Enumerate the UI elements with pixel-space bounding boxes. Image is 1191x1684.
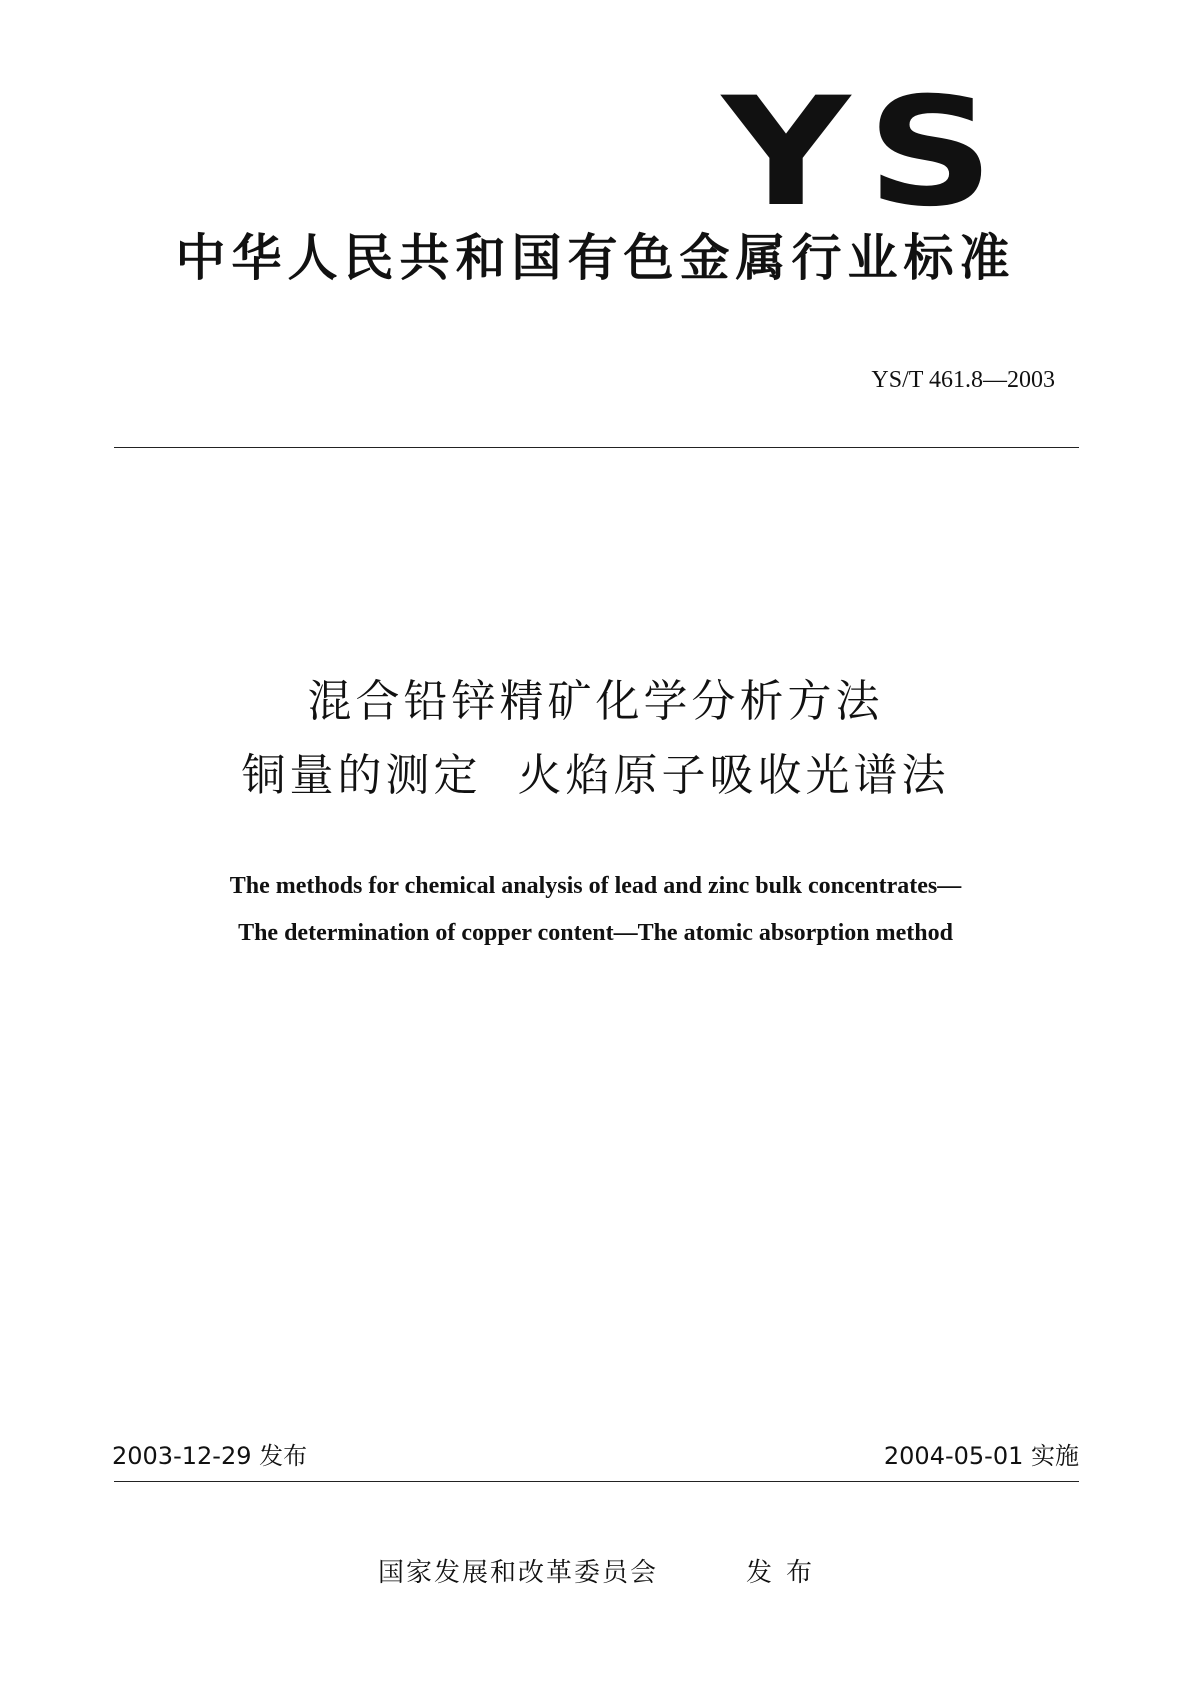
top-divider: [114, 447, 1079, 448]
publish-label: 发布: [746, 1558, 827, 1588]
title-en-line2: The determination of copper content—The atomic absorption method: [238, 920, 953, 946]
standard-number: YS/T 461.8—2003: [871, 367, 1055, 393]
publisher-name: 国家发展和改革委员会: [378, 1558, 659, 1588]
title-en-line1: The methods for chemical analysis of lead and zinc bulk concentrates—: [229, 873, 962, 899]
title-cn-line2: 铜量的测定 火焰原子吸收光谱法: [241, 750, 950, 801]
agency-title: 中华人民共和国有色金属行业标准: [175, 229, 1016, 287]
title-cn-line1: 混合铅锌精矿化学分析方法: [307, 676, 884, 727]
issue-date: 2003-12-29 发布: [112, 1442, 308, 1470]
bottom-divider: [114, 1481, 1079, 1482]
ys-logo: YS: [722, 66, 1011, 240]
implementation-date: 2004-05-01 实施: [883, 1442, 1079, 1470]
